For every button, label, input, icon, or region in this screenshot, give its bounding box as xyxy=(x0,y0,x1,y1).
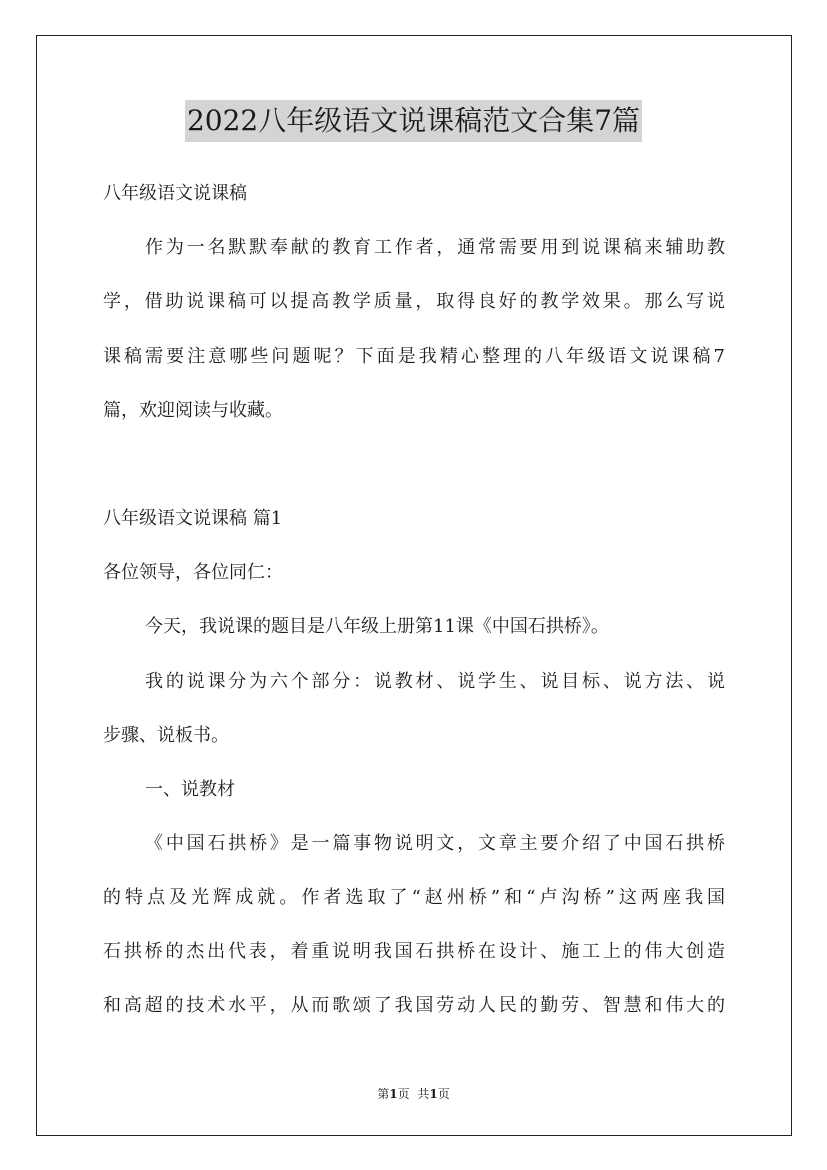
doc-line: 步骤、说板书。 xyxy=(103,725,229,746)
doc-line: 课稿需要注意哪些问题呢？下面是我精心整理的八年级语文说课稿7 xyxy=(103,346,725,367)
doc-line: 篇，欢迎阅读与收藏。 xyxy=(103,400,283,421)
footer-page-number: 1 xyxy=(389,1087,398,1101)
doc-line: 的特点及光辉成就。作者选取了“赵州桥”和“卢沟桥”这两座我国 xyxy=(103,887,725,908)
title-container xyxy=(0,100,827,142)
footer-total-suffix: 页 xyxy=(437,1087,450,1101)
doc-line: 学，借助说课稿可以提高教学质量，取得良好的教学效果。那么写说 xyxy=(103,291,725,312)
footer-total-prefix: 共 xyxy=(417,1087,430,1101)
section-heading: 八年级语文说课稿 篇1 xyxy=(103,508,283,529)
doc-line: 作为一名默默奉献的教育工作者，通常需要用到说课稿来辅助教 xyxy=(145,237,725,258)
doc-line: 《中国石拱桥》是一篇事物说明文，文章主要介绍了中国石拱桥 xyxy=(145,833,725,854)
footer-page-prefix: 第 xyxy=(377,1087,390,1101)
page-footer xyxy=(0,1086,827,1102)
footer-page-suffix: 页 xyxy=(397,1087,410,1101)
doc-line: 和高超的技术水平，从而歌颂了我国劳动人民的勤劳、智慧和伟大的 xyxy=(103,995,725,1016)
doc-line: 我的说课分为六个部分：说教材、说学生、说目标、说方法、说 xyxy=(145,671,725,692)
doc-line: 八年级语文说课稿 xyxy=(103,183,247,204)
doc-line: 今天，我说课的题目是八年级上册第11课《中国石拱桥》。 xyxy=(145,616,609,637)
doc-line: 石拱桥的杰出代表，着重说明我国石拱桥在设计、施工上的伟大创造 xyxy=(103,941,725,962)
doc-line: 各位领导，各位同仁： xyxy=(103,562,283,583)
footer-total-number: 1 xyxy=(429,1087,438,1101)
document-title: 2022八年级语文说课稿范文合集7篇 xyxy=(185,100,642,142)
section-heading: 一、说教材 xyxy=(145,779,235,800)
